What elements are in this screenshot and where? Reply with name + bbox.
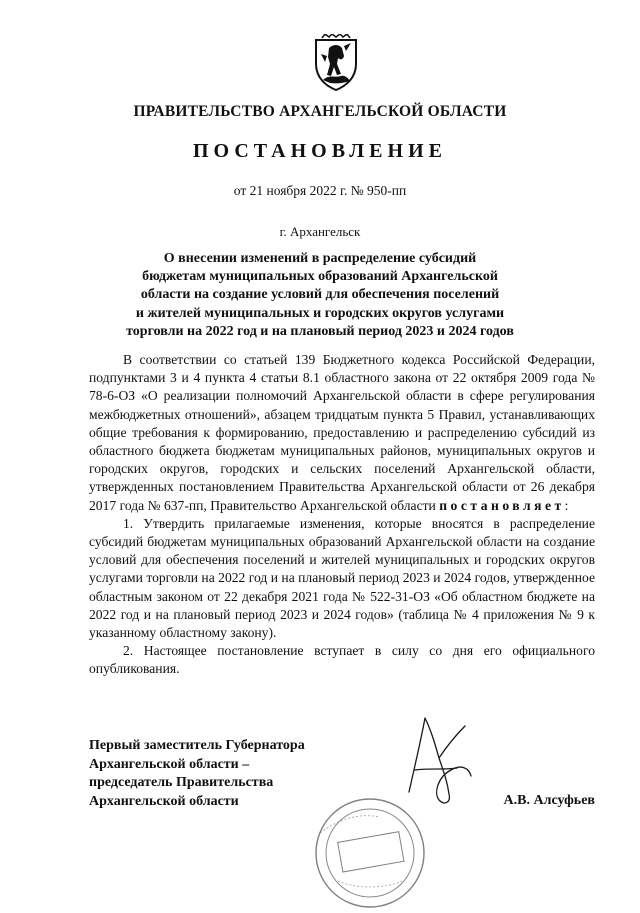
title-line: и жителей муниципальных и городских округов услугами: [135, 305, 505, 321]
issuing-authority: ПРАВИТЕЛЬСТВО АРХАНГЕЛЬСКОЙ ОБЛАСТИ: [133, 103, 507, 120]
official-stamp: [310, 793, 430, 913]
document-body: [89, 351, 595, 679]
preamble-end: :: [564, 497, 569, 513]
title-line: торговли на 2022 год и на плановый период 2023 и 2024 годов: [126, 323, 514, 339]
preamble-text: В соответствии со статьей 139 Бюджетного кодекса Российской Федерации, подпунктами 3 и 4 пункта 4 статьи 8.1 областного закона от 22 октября 2009 года № 78-6-ОЗ «О реализации полномочий Архангельской области в сфере регулирования межбюджетных отношений», абзацем тридцатым пункта 5 Правил, устанавливающих общие требования к формированию, предоставлению и распределению субсидий из областного бюджета бюджетам муниципальных районов, муниципальных округов и городских округов, городских и сельских поселений Архангельской области, утвержденных постановлением Правительства Архангельской области от 26 декабря 2017 года № 637-пп, Правительство Архангельской области: [89, 352, 595, 513]
signatory-title-line: Архангельской области: [89, 793, 239, 809]
document-date-number: от 21 ноября 2022 г. № 950-пп: [233, 183, 407, 198]
title-line: бюджетам муниципальных образований Архангельской: [142, 269, 498, 285]
title-line: области на создание условий для обеспечения поселений: [140, 287, 500, 303]
clause-2-paragraph: 2. Настоящее постановление вступает в силу со дня его официального опубликования.: [89, 643, 595, 677]
coat-of-arms-icon: [313, 34, 359, 92]
signatory-title-line: Первый заместитель Губернатора: [89, 738, 305, 753]
document-title: [80, 250, 560, 341]
preamble-paragraph: [89, 351, 595, 515]
signatory-title: [89, 737, 305, 811]
document-type: ПОСТАНОВЛЕНИЕ: [193, 140, 447, 162]
clause-1-paragraph: 1. Утвердить прилагаемые изменения, которые вносятся в распределение субсидий бюджетам муниципальных образований Архангельской области на создание условий для обеспечения поселений и жителей муниципальных и городских округов услугами торговли на 2022 год и на плановый период 2023 и 2024 годов, утвержденное областным законом от 22 декабря 2021 года № 522-31-ОЗ «Об областном бюджете на 2022 год и на плановый период 2023 и 2024 годов» (таблица № 4 приложения № 9 к указанному областному закону).: [89, 515, 595, 641]
signatory-title-line: Архангельской области –: [89, 756, 250, 772]
signatory-title-line: председатель Правительства: [89, 775, 274, 791]
resolves-verb: постановляет: [439, 497, 565, 513]
document-city: г. Архангельск: [279, 224, 361, 239]
title-line: О внесении изменений в распределение субсидий: [163, 251, 477, 266]
signatory-name: А.В. Алсуфьев: [503, 793, 595, 808]
